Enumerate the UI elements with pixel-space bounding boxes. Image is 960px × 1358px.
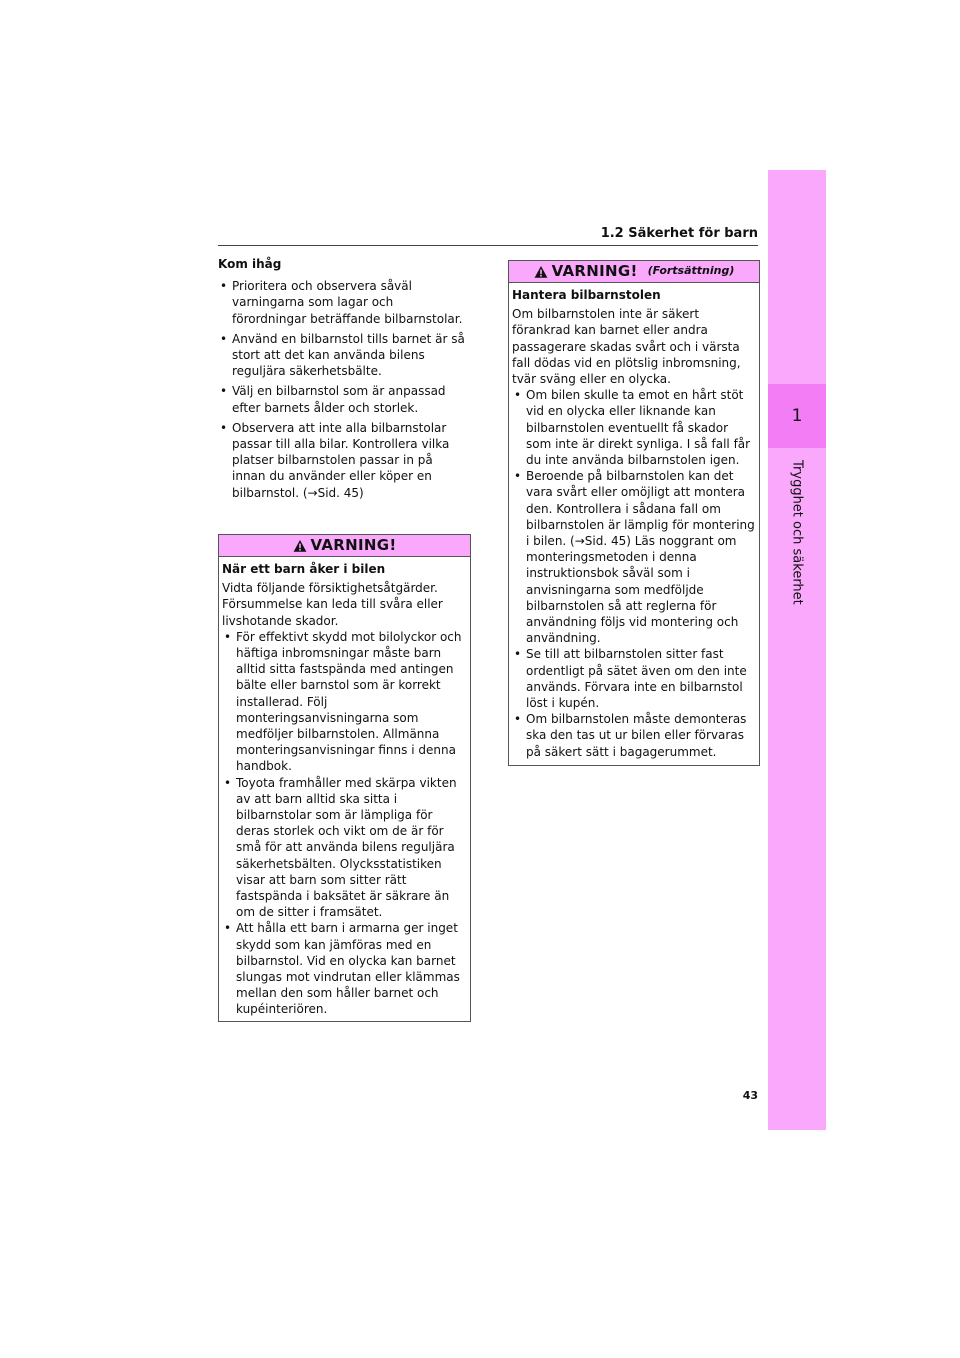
- list-item: • Om bilen skulle ta emot en hårt stöt vid en olycka eller liknande kan bilbarnstolen eventuellt få skador som inte är direkt synliga. I så fall får du inte använda bilbarnstolen igen.: [512, 387, 755, 468]
- warning-label: VARNING!: [551, 262, 638, 281]
- warning-subheading: Hantera bilbarnstolen: [512, 288, 661, 302]
- list-item: • Prioritera och observera såväl varningarna som lagar och förordningar beträffande bilbarnstolar.: [218, 278, 470, 327]
- left-column: [218, 256, 470, 505]
- list-item: • Observera att inte alla bilbarnstolar passar till alla bilar. Kontrollera vilka platser bilbarnstolen passar in på innan du använder eller köper en bilbarnstol. (→Sid. 45): [218, 420, 470, 501]
- list-item: • För effektivt skydd mot bilolyckor och häftiga inbromsningar måste barn alltid sitta fastspända med antingen bälte eller barnstol som är korrekt installerad. Följ monteringsanvisningarna som medföljer bilbarnstolen. Allmänna monteringsanvisningar finns i denna handbok.: [222, 629, 466, 775]
- warning-box-handle-child-seat: [508, 260, 760, 766]
- warning-body: [219, 557, 470, 1018]
- warning-triangle-icon: [293, 539, 307, 553]
- list-item: • Se till att bilbarnstolen sitter fast ordentligt på sätet även om den inte används. Förvara inte en bilbarnstol löst i kupén.: [512, 646, 755, 711]
- warning-box-child-in-car: [218, 534, 471, 1022]
- warning-body: [509, 283, 759, 760]
- chapter-side-tab: [768, 170, 826, 1130]
- warning-label: VARNING!: [310, 536, 397, 555]
- warning-list: [512, 387, 755, 760]
- warning-subheading: När ett barn åker i bilen: [222, 562, 386, 576]
- warning-list: [222, 629, 466, 1018]
- page-number: 43: [742, 1089, 758, 1102]
- chapter-number: 1: [768, 384, 826, 448]
- list-item: • Beroende på bilbarnstolen kan det vara svårt eller omöjligt att montera den. Kontrollera i sådana fall om bilbarnstolen är lämplig för montering i bilen. (→Sid. 45) Läs noggrant om monteringsmetoden i denna instruktionsbok såväl som i anvisningarna som medföljde bilbarnstolen så att reglerna för användning följs vid montering och användning.: [512, 468, 755, 646]
- list-item: • Om bilbarnstolen måste demonteras ska den tas ut ur bilen eller förvaras på säkert sätt i bagagerummet.: [512, 711, 755, 760]
- section-header: 1.2 Säkerhet för barn: [600, 226, 758, 241]
- header-divider: [218, 245, 758, 246]
- warning-triangle-icon: [534, 265, 548, 279]
- list-item: • Att hålla ett barn i armarna ger inget skydd som kan jämföras med en bilbarnstol. Vid en olycka kan barnet slungas mot vindrutan eller klämmas mellan den som håller barnet och kupéinteriören.: [222, 920, 466, 1017]
- warning-header: [219, 535, 470, 557]
- warning-intro: Om bilbarnstolen inte är säkert förankrad kan barnet eller andra passagerare skadas svårt och i värsta fall dödas vid en plötslig inbromsning, tvär sväng eller en olycka.: [512, 307, 741, 387]
- remember-heading: Kom ihåg: [218, 257, 282, 271]
- remember-list: [218, 278, 470, 501]
- warning-header: [509, 261, 759, 283]
- list-item: • Välj en bilbarnstol som är anpassad efter barnets ålder och storlek.: [218, 383, 470, 415]
- list-item: • Toyota framhåller med skärpa vikten av att barn alltid ska sitta i bilbarnstolar som är lämpliga för deras storlek och vikt om de är för små för att använda bilens reguljära säkerhetsbälten. Olycksstatistiken visar att barn som sitter rätt fastspända i baksätet är säkrare än om de sitter i framsätet.: [222, 775, 466, 921]
- warning-intro: Vidta följande försiktighetsåtgärder. Försummelse kan leda till svåra eller livshotande skador.: [222, 581, 443, 628]
- chapter-title-text: Trygghet och säkerhet: [789, 460, 805, 605]
- list-item: • Använd en bilbarnstol tills barnet är så stort att det kan använda bilens reguljära säkerhetsbälte.: [218, 331, 470, 380]
- warning-continued: (Fortsättning): [647, 264, 735, 278]
